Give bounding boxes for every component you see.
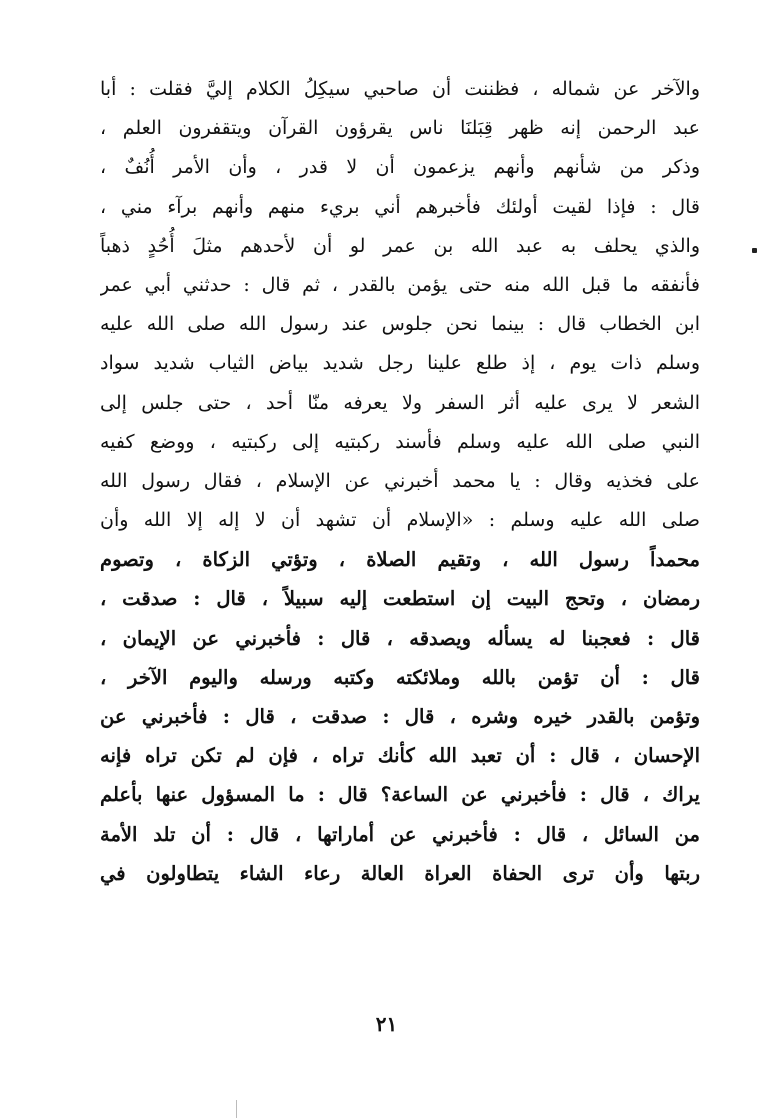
text-line: وسلم ذات يوم ، إذ طلع علينا رجل شديد بياض الثياب شديد سواد	[100, 352, 700, 375]
text-line: صلى الله عليه وسلم : «الإسلام أن تشهد أن لا إله إلا الله وأن	[100, 509, 700, 532]
text-line: النبي صلى الله عليه وسلم فأسند ركبتيه إلى ركبتيه ، ووضع كفيه	[100, 430, 700, 453]
body-text	[100, 70, 700, 893]
hadith-text-line: يراك ، قال : فأخبرني عن الساعة؟ قال : ما المسؤول عنها بأعلم	[100, 783, 700, 807]
text-line: الشعر لا يرى عليه أثر السفر ولا يعرفه منّا أحد ، حتى جلس إلى	[100, 391, 700, 414]
scan-edge-mark	[236, 1100, 237, 1118]
hadith-text-line: قال : فعجبنا له يسأله ويصدقه ، قال : فأخبرني عن الإيمان ،	[100, 626, 700, 650]
hadith-text-line: ربتها وأن ترى الحفاة العراة العالة رعاء الشاء يتطاولون في	[100, 861, 700, 885]
hadith-text-line: الإحسان ، قال : أن تعبد الله كأنك تراه ، فإن لم تكن تراه فإنه	[100, 744, 700, 768]
text-line: على فخذيه وقال : يا محمد أخبرني عن الإسلام ، فقال رسول الله	[100, 469, 700, 492]
hadith-text-line: قال : أن تؤمن بالله وملائكته وكتبه ورسله واليوم الآخر ،	[100, 665, 700, 689]
hadith-text-line: وتؤمن بالقدر خيره وشره ، قال : صدقت ، قال : فأخبرني عن	[100, 705, 700, 728]
hadith-text-line: من السائل ، قال : فأخبرني عن أماراتها ، قال : أن تلد الأمة	[100, 822, 700, 846]
scan-speck	[752, 248, 757, 253]
text-line: والآخر عن شماله ، فظننت أن صاحبي سيكِلُ الكلام إليَّ فقلت : أبا	[100, 78, 700, 100]
text-line: ابن الخطاب قال : بينما نحن جلوس عند رسول الله صلى الله عليه	[100, 313, 700, 336]
text-line: قال : فإذا لقيت أولئك فأخبرهم أني بريء منهم وأنهم برآء مني ،	[100, 195, 700, 218]
text-line: والذي يحلف به عبد الله بن عمر لو أن لأحدهم مثلَ أُحُدٍ ذهباً	[100, 234, 700, 257]
text-line: عبد الرحمن إنه ظهر قِبَلنَا ناس يقرؤون القرآن ويتقفرون العلم ،	[100, 117, 700, 140]
text-line: فأنفقه ما قبل الله منه حتى يؤمن بالقدر ، ثم قال : حدثني أبي عمر	[100, 273, 700, 296]
text-line: وذكر من شأنهم وأنهم يزعمون أن لا قدر ، وأن الأمر أُنُفٌ ،	[100, 156, 700, 179]
page-number: ٢١	[375, 1012, 398, 1036]
hadith-text-line: رمضان ، وتحج البيت إن استطعت إليه سبيلاً ، قال : صدقت ،	[100, 587, 700, 611]
hadith-text-line: محمداً رسول الله ، وتقيم الصلاة ، وتؤتي الزكاة ، وتصوم	[100, 548, 700, 572]
